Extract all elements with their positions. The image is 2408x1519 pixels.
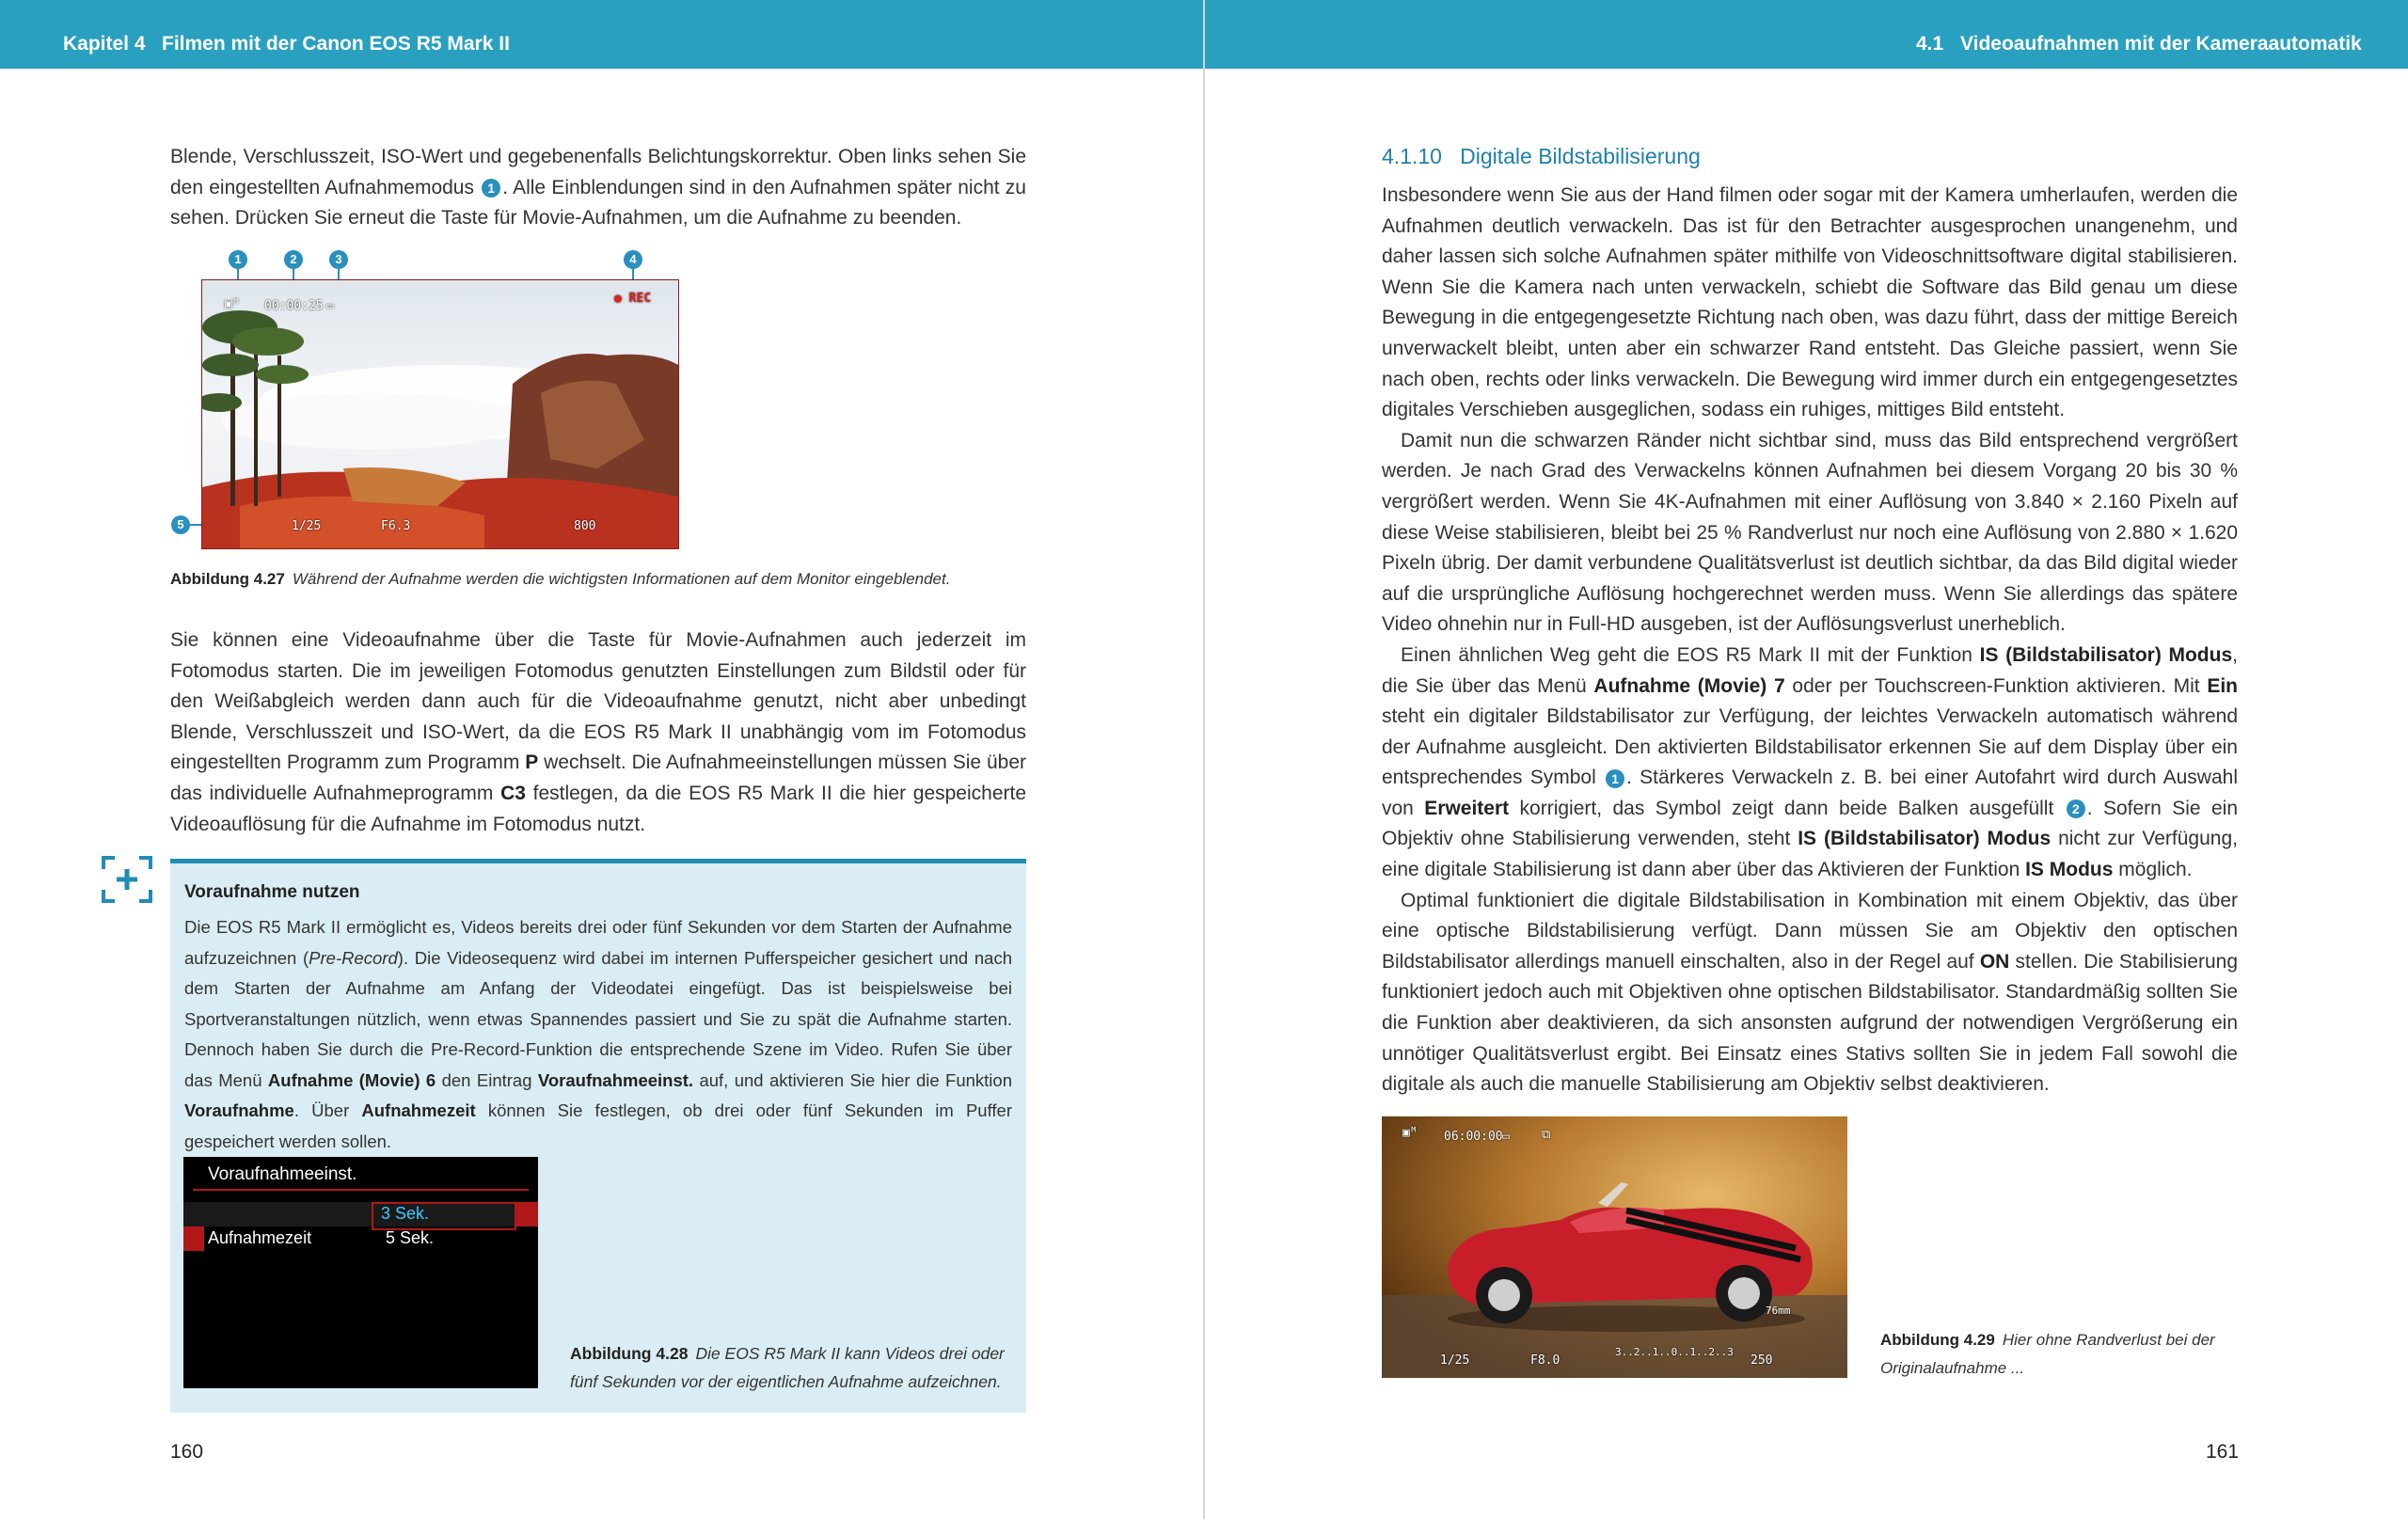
- section-number: 4.1: [1916, 33, 1944, 55]
- hud-iso: 250: [1751, 1353, 1773, 1368]
- paragraph-movie-photo-mode: Sie können eine Videoaufnahme über die Taste für Movie-Aufnahmen auch jederzeit im Fotomodus starten. Die im jeweiligen Fotomodus genutzten Einstellungen zum Bildstil oder für den Weißabgleich werden dann auch für die Videoaufnahme genutzt, nicht aber unbedingt Blende, Verschlusszeit und ISO-Wert, da die EOS R5 Mark II unabhängig vom im Fotomodus eingestellten Programm zum Programm P wechselt. Die Aufnahmeeinstellungen müssen Sie über das individuelle Aufnahmeprogramm C3 festlegen, da die EOS R5 Mark II die hier gespeicherte Videoauflösung für die Aufnahme im Fotomodus nutzt.: [170, 629, 1027, 835]
- battery-icon: ▭: [326, 299, 334, 313]
- hud-aperture: F8.0: [1530, 1353, 1560, 1368]
- marker-1: 1: [482, 179, 500, 198]
- menu-row-aufnahmezeit[interactable]: Aufnahmezeit: [208, 1228, 312, 1247]
- hud-focal-length: 76mm: [1766, 1305, 1791, 1317]
- info-box-text: Die EOS R5 Mark II ermöglicht es, Videos bereits drei oder fünf Sekunden vor dem Starten der Aufnahme aufzuzeichnen (Pre-Record). Die Videosequenz wird dabei im internen Pufferspeicher gesichert und nach dem Starten der Aufnahme am Anfang der Videodatei eingefügt. Das ist beispielsweise bei Sportveranstaltungen nützlich, wenn etwas Spannendes passiert und Sie zu spät die Aufnahme starten. Dennoch haben Sie durch die Pre-Record-Funktion die entsprechende Szene im Video. Rufen Sie über das Menü Aufnahme (Movie) 6 den Eintrag Voraufnahmeeinst. auf, und aktivieren Sie hier die Funktion Voraufnahme. Über Aufnahmezeit können Sie festlegen, ob drei oder fünf Sekunden im Puffer gespeichert werden sollen.: [184, 917, 1012, 1151]
- page-number-left: 160: [170, 1441, 204, 1463]
- right-page: [1205, 0, 2408, 1519]
- hud-timecode: 00:00:25: [264, 299, 324, 313]
- hud-iso: 800: [574, 519, 596, 533]
- left-page: [0, 0, 1203, 1519]
- paragraph-resolution-loss: Damit nun die schwarzen Ränder nicht sichtbar sind, muss das Bild entsprechend vergrößert werden. Je nach Grad des Verwackelns können Aufnahmen bei diesem Vorgang 20 bis 30 % vergrößert werden. Wenn Sie 4K-Aufnahmen mit einer Auflösung von 3.840 × 2.160 Pixeln auf diese Weise stabilisieren, bleibt bei 25 % Randverlust nur noch eine Auflösung von 2.880 × 1.620 Pixeln übrig. Der damit verbundene Qualitätsverlust ist deutlich sichtbar, da das Bild digital wieder auf die ursprüngliche Auflösung hochgerechnet werden muss. Wenn Sie allerdings das spätere Video ohnehin nur in Full-HD ausgeben, ist der Auflösungsverlust unerheblich.: [1382, 429, 2238, 636]
- page-header-left: [0, 0, 1203, 69]
- movie-mode-icon: ▣ᴹ: [1402, 1126, 1418, 1140]
- red-car-photo: [1382, 1116, 1847, 1378]
- hud-exposure-scale: 3..2..1..0..1..2..3: [1615, 1346, 1734, 1358]
- callout-2: 2: [284, 250, 303, 269]
- intro-paragraph: Blende, Verschlusszeit, ISO-Wert und gegebenenfalls Belichtungskorrektur. Oben links sehen Sie den eingestellten Aufnahmemodus 1 . Alle Einblendungen sind in den Aufnahmen später nicht zu sehen. Drücken Sie erneut die Taste für Movie-Aufnahmen, um die Aufnahme zu beenden.: [170, 146, 1026, 229]
- figure-4-28-caption: Abbildung 4.28 Die EOS R5 Mark II kann Videos drei oder fünf Sekunden vor der eigentlichen Aufnahme aufzeichnen.: [570, 1344, 1005, 1391]
- right-body-text: [1382, 181, 2238, 1100]
- paragraph-is-mode: Einen ähnlichen Weg geht die EOS R5 Mark II mit der Funktion IS (Bildstabilisator) Modus, die Sie über das Menü Aufnahme (Movie) 7 oder per Touchscreen-Funktion aktivieren. Mit Ein steht ein digitaler Bildstabilisator zur Verfügung, der leichtes Verwackeln automatisch während der Aufnahme ausgleicht. Den aktivierten Bildstabilisator erkennen Sie auf dem Display über ein entsprechendes Symbol 1 . Stärkeres Verwackeln z. B. bei einer Autofahrt wird durch Auswahl von Erweitert korrigiert, das Symbol zeigt dann beide Balken ausgefüllt 2 . Sofern Sie ein Objektiv ohne Stabilisierung verwenden, steht IS (Bildstabilisator) Modus nicht zur Verfügung, eine digitale Stabilisierung ist dann aber über das Aktivieren der Funktion IS Modus möglich.: [1382, 643, 2239, 881]
- paragraph-optical-stabilizer: Optimal funktioniert die digitale Bildstabilisation in Kombination mit einem Objektiv, das über eine optische Bildstabilisierung verfügt. Dann müssen Sie am Objektiv den optischen Bildstabilisator allerdings manuell einschalten, also in der Regel auf ON stellen. Die Stabilisierung funktioniert jedoch auch mit Objektiven ohne optischen Bildstabilisator. Standardmäßig sollten Sie die Funktion aber deaktivieren, da sich ansonsten aufgrund der notwendigen Vergrößerung ein unnötiger Qualitätsverlust ergibt. Bei Einsatz eines Stativs sollten Sie in jedem Fall sowohl die digitale als auch die manuelle Stabilisierung am Objektiv selbst deaktivieren.: [1382, 889, 2238, 1096]
- section-title: Videoaufnahmen mit der Kameraautomatik: [1960, 33, 2362, 55]
- callout-4: 4: [624, 250, 642, 269]
- menu-option-5-sek[interactable]: 5 Sek.: [386, 1228, 435, 1247]
- battery-icon: ▭: [1502, 1130, 1510, 1144]
- chapter-title: Filmen mit der Canon EOS R5 Mark II: [162, 33, 510, 55]
- camera-menu-screenshot: [183, 1157, 538, 1388]
- page-number-right: 161: [2206, 1441, 2240, 1463]
- figure-4-27-caption: Abbildung 4.27 Während der Aufnahme werden die wichtigsten Informationen auf dem Monitor eingeblendet.: [170, 570, 951, 588]
- paragraph-stabilization-intro: Insbesondere wenn Sie aus der Hand filmen oder sogar mit der Kamera umherlaufen, werden die Aufnahmen deutlich verwackeln. Das ist für den Betrachter ausgesprochen unangenehm, und daher lassen sich solche Aufnahmen später mithilfe von Videoschnittsoftware digital stabilisieren. Wenn Sie die Kamera nach unten verwackeln, schiebt die Software das Bild genau um diese Bewegung in die entgegengesetzte Richtung nach oben, was dazu führt, dass der mittige Bereich unverwackelt bleibt, unten aber ein schwarzer Rand entsteht. Das Gleiche passiert, wenn Sie nach oben, rechts oder links verwackeln. Die Bewegung wird immer durch ein entgegengesetztes digitales Verschieben ausgeglichen, sodass ein ruhiges, mittiges Bild entsteht.: [1382, 184, 2238, 421]
- subsection-heading: 4.1.10 Digitale Bildstabilisierung: [1382, 144, 1701, 168]
- page-header-right: [1205, 0, 2408, 69]
- marker-2: 2: [2067, 799, 2085, 818]
- hud-shutter: 1/25: [292, 519, 322, 533]
- marker-1: 1: [1606, 769, 1624, 788]
- menu-option-3-sek[interactable]: 3 Sek.: [381, 1204, 430, 1223]
- rec-indicator: ● REC: [614, 292, 652, 306]
- figure-4-29-caption: Abbildung 4.29 Hier ohne Randverlust bei der Originalaufnahme ...: [1880, 1331, 2215, 1377]
- stabilizer-icon: ⧉: [1542, 1128, 1551, 1142]
- info-box-pre-record: [170, 859, 1026, 1413]
- callout-1: 1: [229, 250, 247, 269]
- hud-shutter: 1/25: [1440, 1353, 1470, 1368]
- chapter-label: Kapitel 4: [63, 33, 146, 55]
- hud-timecode: 06:00:00: [1444, 1130, 1503, 1144]
- hud-aperture: F6.3: [381, 519, 411, 533]
- callout-3: 3: [329, 250, 348, 269]
- callout-5: 5: [171, 515, 190, 534]
- landscape-photo: [201, 279, 679, 549]
- menu-title: Voraufnahmeeinst.: [208, 1164, 357, 1184]
- info-box-title: Voraufnahme nutzen: [184, 882, 360, 902]
- pre-record-focus-icon: [102, 856, 152, 903]
- movie-mode-icon: ▣ᴹ: [225, 297, 240, 311]
